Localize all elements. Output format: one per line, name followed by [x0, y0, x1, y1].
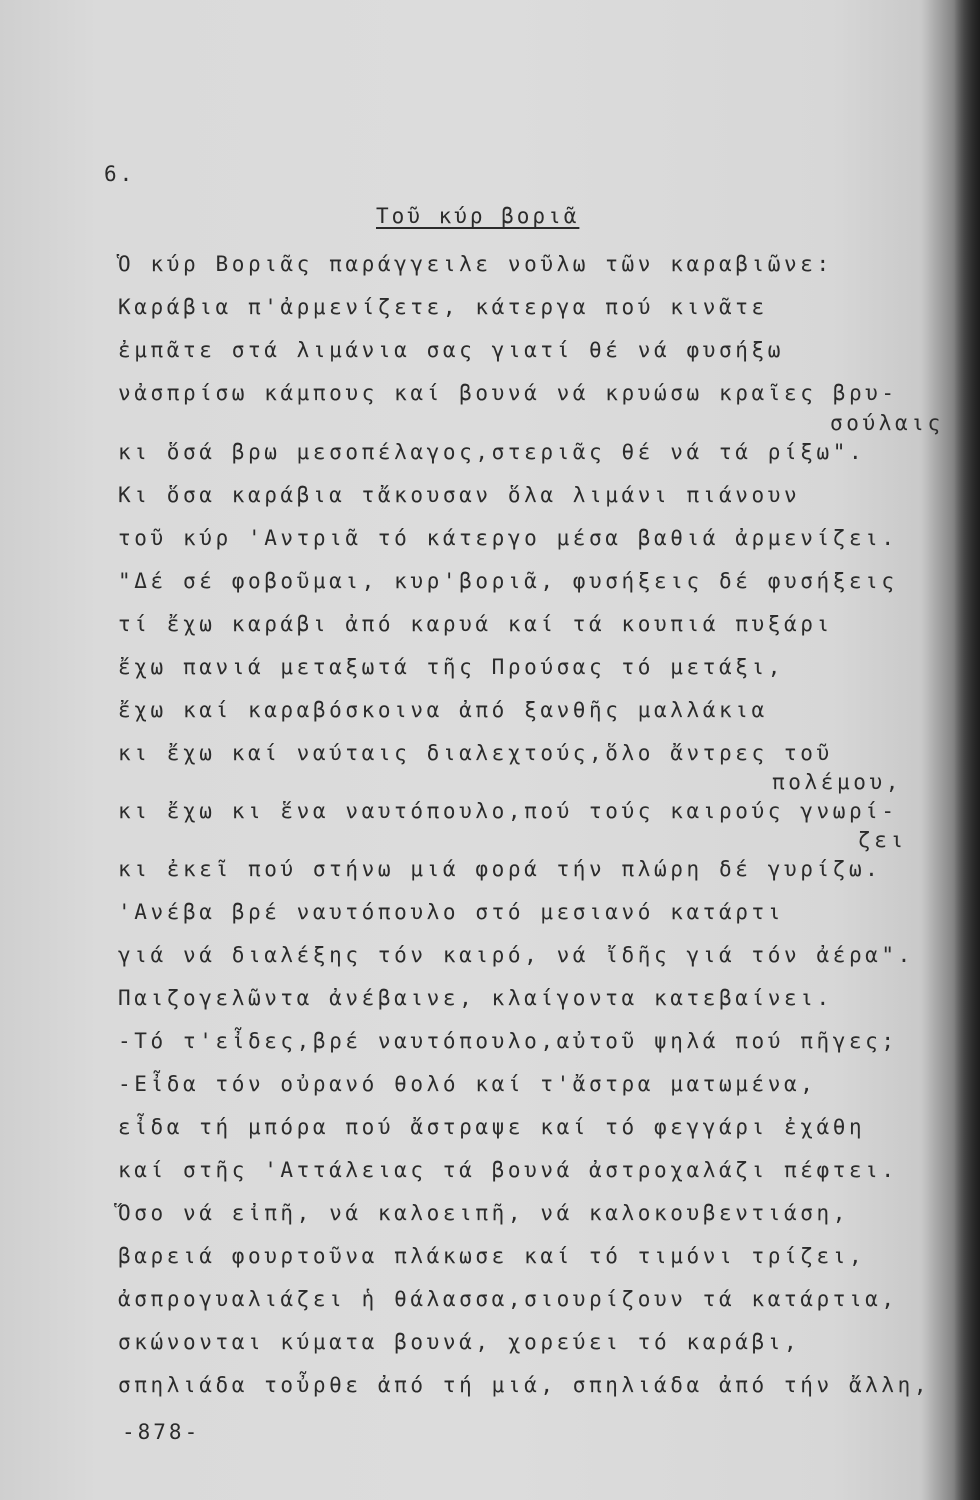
poem-line-9: τί ἔχω καράβι ἀπό καρυά καί τά κουπιά πυξάρι — [118, 612, 833, 636]
poem-line-1: Ὁ κύρ Βοριᾶς παράγγειλε νοῦλω τῶν καραβιῶνε: — [118, 252, 833, 276]
poem-line-17: Παιζογελῶντα ἀνέβαινε, κλαίγοντα κατεβαίνει. — [118, 986, 833, 1010]
poem-line-15: 'Ανέβα βρέ ναυτόπουλο στό μεσιανό κατάρτι — [118, 900, 784, 924]
poem-line-20: εἶδα τή μπόρα πού ἄστραψε καί τό φεγγάρι ἐχάθη — [118, 1115, 866, 1139]
poem-line-25: σκώνονται κύματα βουνά, χορεύει τό καράβι, — [118, 1330, 801, 1354]
poem-line-3: ἐμπᾶτε στά λιμάνια σας γιατί θέ νά φυσήξω — [118, 338, 784, 362]
poem-line-19: -Εἶδα τόν οὐρανό θολό καί τ'ἄστρα ματωμένα, — [118, 1072, 817, 1096]
book-spine-shadow — [954, 0, 980, 1500]
poem-line-5: κι ὅσά βρω μεσοπέλαγος,στεριᾶς θέ νά τά ρίξω". — [118, 440, 866, 464]
poem-title: Τοῦ κύρ βοριᾶ — [376, 204, 580, 228]
poem-line-11: ἔχω καί καραβόσκοινα ἀπό ξανθῆς μαλλάκια — [118, 698, 768, 722]
page-footer-number: -878- — [122, 1420, 201, 1444]
poem-line-13-continuation: ζει — [858, 828, 907, 852]
poem-line-2: Καράβια π'ἀρμενίζετε, κάτεργα πού κινᾶτε — [118, 295, 768, 319]
poem-line-26: σπηλιάδα τοὖρθε ἀπό τή μιά, σπηλιάδα ἀπό τήν ἄλλη, — [118, 1373, 931, 1397]
poem-line-7: τοῦ κύρ 'Αντριᾶ τό κάτεργο μέσα βαθιά ἀρμενίζει. — [118, 526, 898, 550]
poem-line-16: γιά νά διαλέξης τόν καιρό, νά ἴδῆς γιά τόν ἀέρα". — [118, 943, 914, 967]
poem-line-22: Ὅσο νά εἰπῆ, νά καλοειπῆ, νά καλοκουβεντιάση, — [118, 1201, 849, 1225]
poem-line-24: ἀσπρογυαλιάζει ἡ θάλασσα,σιουρίζουν τά κατάρτια, — [118, 1287, 898, 1311]
poem-line-10: ἔχω πανιά μεταξωτά τῆς Προύσας τό μετάξι, — [118, 655, 784, 679]
poem-line-14: κι ἐκεῖ πού στήνω μιά φορά τήν πλώρη δέ γυρίζω. — [118, 857, 882, 881]
poem-line-12-continuation: πολέμου, — [772, 770, 902, 794]
poem-line-13: κι ἔχω κι ἕνα ναυτόπουλο,πού τούς καιρούς γνωρί- — [118, 799, 898, 823]
poem-line-23: βαρειά φουρτοῦνα πλάκωσε καί τό τιμόνι τρίζει, — [118, 1244, 866, 1268]
poem-line-4: νἀσπρίσω κάμπους καί βουνά νά κρυώσω κραῖες βρυ- — [118, 381, 898, 405]
poem-line-4-continuation: σούλαις — [830, 411, 944, 435]
poem-line-8: "Δέ σέ φοβοῦμαι, κυρ'βοριᾶ, φυσήξεις δέ φυσήξεις — [118, 569, 898, 593]
poem-line-6: Κι ὅσα καράβια τἄκουσαν ὅλα λιμάνι πιάνουν — [118, 483, 801, 507]
poem-line-18: -Τό τ'εἶδες,βρέ ναυτόπουλο,αὐτοῦ ψηλά πού πῆγες; — [118, 1029, 898, 1053]
poem-line-21: καί στῆς 'Αττάλειας τά βουνά ἀστροχαλάζι πέφτει. — [118, 1158, 898, 1182]
page-number: 6. — [104, 162, 136, 186]
poem-line-12: κι ἔχω καί ναύταις διαλεχτούς,ὅλο ἄντρες τοῦ — [118, 741, 833, 765]
